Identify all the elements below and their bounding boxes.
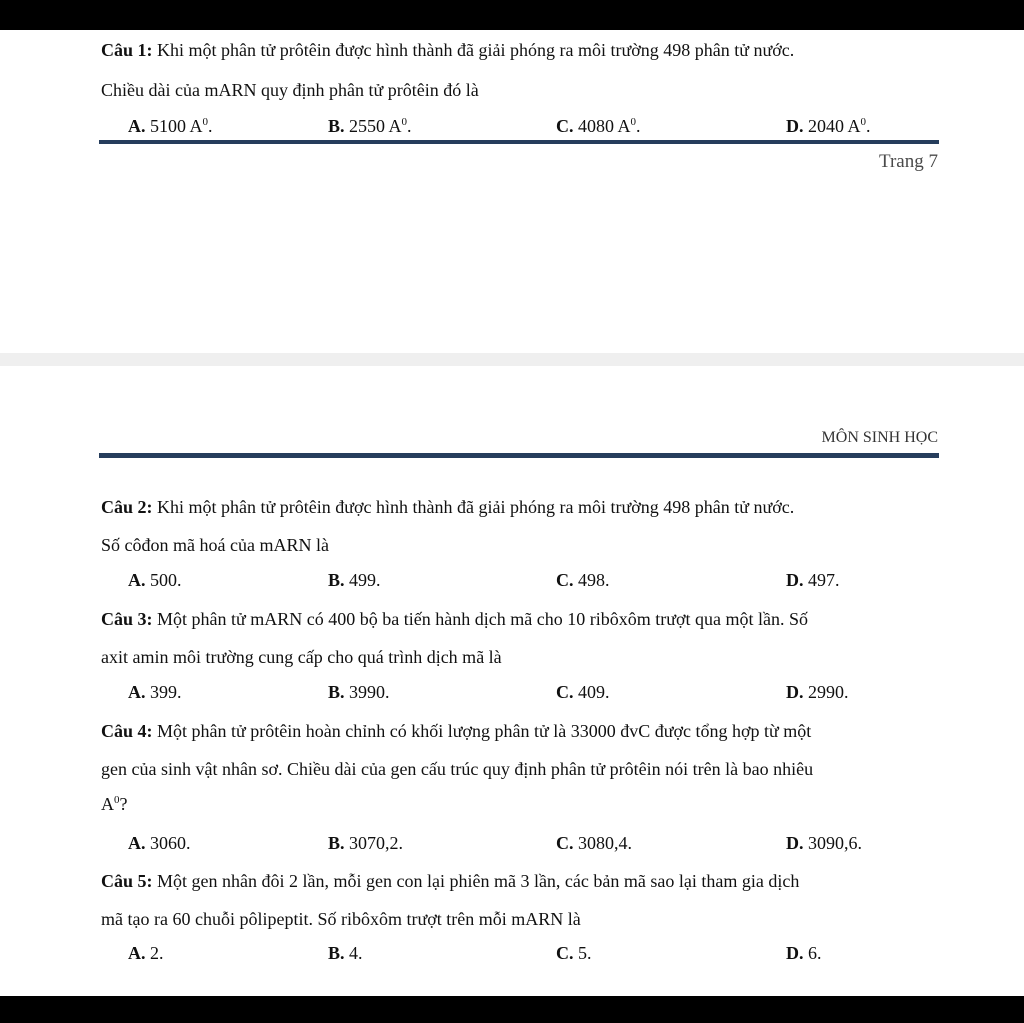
q1-option-c: C. 4080 $A^0$. (556, 116, 641, 136)
top-black-bar (0, 0, 1024, 30)
q5-line2: mã tạo ra 60 chuỗi pôlipeptit. Số ribôxôm trượt trên mỗi mARN là (101, 909, 581, 929)
q2-option-b: B. 499. (328, 570, 381, 590)
page-gap (0, 353, 1024, 366)
q4-text-1: Một phân tử prôtêin hoàn chỉnh có khối lượng phân tử là 33000 đvC được tổng hợp từ một (152, 721, 812, 741)
q5-line1 (101, 871, 799, 892)
q1-label: Câu 1: (101, 40, 153, 60)
page-fragment-1 (0, 30, 1024, 353)
q1-option-a: A. 5100 $A^0$. (128, 116, 213, 136)
q2-option-c: C. 498. (556, 570, 610, 590)
q2-option-d: D. 497. (786, 570, 840, 590)
q1-option-d: D. 2040 $A^0$. (786, 116, 871, 136)
q3-text-1: Một phân tử mARN có 400 bộ ba tiến hành dịch mã cho 10 ribôxôm trượt qua một lần. Số (152, 609, 808, 629)
page-fragment-2 (0, 366, 1024, 996)
q4-option-a: A. 3060. (128, 833, 191, 853)
q4-label: Câu 4: (101, 721, 153, 741)
q3-line1 (101, 609, 808, 630)
q4-option-b: B. 3070,2. (328, 833, 404, 853)
q3-option-b: B. 3990. (328, 682, 390, 702)
q2-option-a: A. 500. (128, 570, 182, 590)
q3-line2: axit amin môi trường cung cấp cho quá trình dịch mã là (101, 647, 502, 667)
q5-option-b: B. 4. (328, 943, 363, 963)
footer-rule (99, 140, 939, 144)
q4-option-c: C. 3080,4. (556, 833, 632, 853)
q1-option-b: B. 2550 $A^0$. (328, 116, 412, 136)
q3-option-c: C. 409. (556, 682, 610, 702)
bottom-black-bar (0, 996, 1024, 1023)
q2-label: Câu 2: (101, 497, 153, 517)
subject-header: MÔN SINH HỌC (821, 429, 938, 446)
q2-line1 (101, 497, 794, 518)
q3-label: Câu 3: (101, 609, 153, 629)
header-rule (99, 453, 939, 458)
q5-option-a: A. 2. (128, 943, 164, 963)
q5-option-c: C. 5. (556, 943, 592, 963)
q4-option-d: D. 3090,6. (786, 833, 862, 853)
q4-line1 (101, 721, 811, 742)
page-number: Trang 7 (879, 151, 938, 172)
q2-text-1: Khi một phân tử prôtêin được hình thành đã giải phóng ra môi trường 498 phân tử nước. (152, 497, 795, 517)
q4-line3: $A^0$? (101, 794, 128, 814)
q4-line2: gen của sinh vật nhân sơ. Chiều dài của gen cấu trúc quy định phân tử prôtêin nói trên là bao nhiêu (101, 759, 814, 779)
q1-line1 (101, 40, 794, 61)
q3-option-a: A. 399. (128, 682, 182, 702)
q5-label: Câu 5: (101, 871, 153, 891)
q1-line2: Chiều dài của mARN quy định phân tử prôtêin đó là (101, 80, 479, 100)
q5-option-d: D. 6. (786, 943, 822, 963)
q3-option-d: D. 2990. (786, 682, 849, 702)
q5-text-1: Một gen nhân đôi 2 lần, mỗi gen con lại phiên mã 3 lần, các bản mã sao lại tham gia dịch (152, 871, 800, 891)
q2-line2: Số côđon mã hoá của mARN là (101, 535, 329, 555)
q1-text-1: Khi một phân tử prôtêin được hình thành đã giải phóng ra môi trường 498 phân tử nước. (152, 40, 795, 60)
